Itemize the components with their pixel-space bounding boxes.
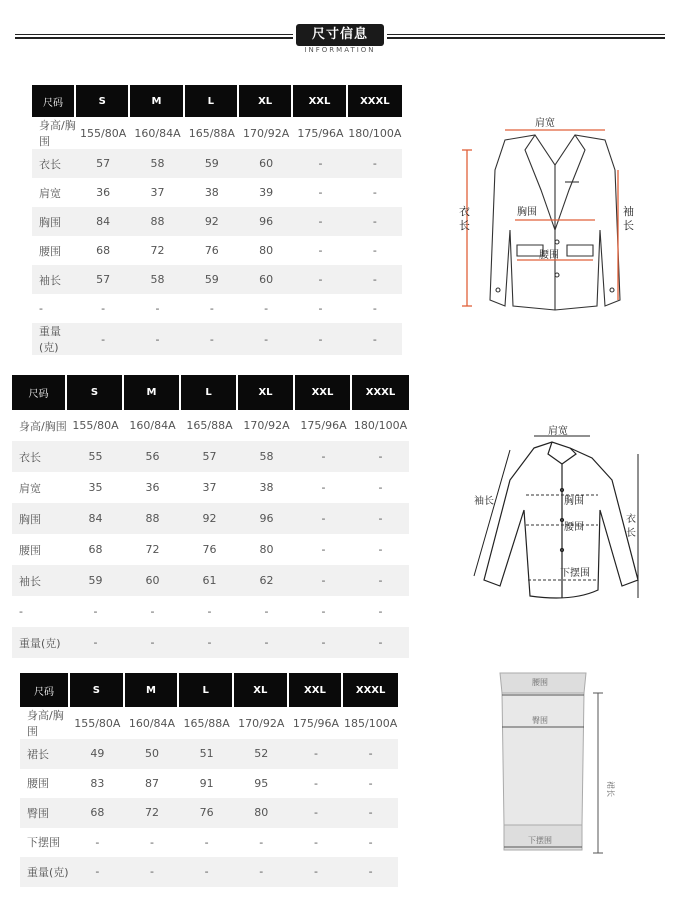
table-cell: 56	[124, 441, 181, 472]
table-row	[12, 565, 409, 596]
table-cell: 80	[259, 543, 274, 556]
header-rule-left	[15, 34, 293, 35]
size-table-skirt	[20, 673, 398, 887]
row-label: 袖长	[32, 265, 76, 294]
table-cell: -	[372, 302, 377, 315]
table-cell: 60	[239, 265, 293, 294]
table-row	[12, 441, 409, 472]
table-cell: 87	[144, 776, 159, 790]
label-waist: 腰围	[532, 678, 548, 687]
section-header	[0, 18, 700, 58]
header-rule-right-thick	[387, 37, 665, 39]
table-cell: 165/88A	[188, 126, 235, 140]
table-cell: 96	[238, 503, 295, 534]
table-cell: 175/96A	[300, 419, 347, 432]
table-cell: -	[295, 503, 352, 534]
table-cell: 61	[181, 565, 238, 596]
table-row	[20, 857, 398, 887]
table-cell: -	[348, 207, 402, 236]
label-hem: 下摆围	[560, 568, 590, 579]
label-sleeve: 袖长	[474, 496, 494, 507]
table-cell: -	[150, 605, 155, 618]
table-cell: -	[352, 503, 409, 534]
header-size-cell: L	[179, 673, 234, 707]
table-row	[32, 265, 402, 294]
table-cell: -	[372, 244, 377, 257]
label-chest: 胸围	[564, 496, 584, 507]
table-cell: -	[348, 149, 402, 178]
table-cell: 76	[179, 798, 234, 828]
table-row	[12, 627, 409, 658]
table-cell: 37	[150, 186, 165, 199]
table-row	[32, 323, 402, 355]
table-cell: 160/84A	[134, 126, 181, 140]
table-cell: -	[293, 265, 347, 294]
table-cell: 72	[150, 244, 165, 257]
table-cell: 72	[125, 798, 180, 828]
table-cell: -	[130, 323, 184, 355]
table-cell: -	[321, 605, 326, 618]
row-label: -	[39, 302, 43, 315]
label-sleeve-b: 长	[623, 219, 634, 232]
table-cell: 57	[181, 441, 238, 472]
table-cell: 36	[96, 186, 111, 199]
row-label: 胸围	[32, 207, 76, 236]
header-size-cell: M	[125, 673, 180, 707]
table-cell: -	[124, 627, 181, 658]
table-cell: 88	[130, 207, 184, 236]
table-cell: 52	[234, 739, 289, 769]
table-cell: 180/100A	[353, 419, 408, 432]
table-cell: -	[318, 244, 323, 257]
header-size-cell: M	[130, 85, 184, 117]
table-cell: 91	[199, 776, 214, 790]
table-cell: 50	[125, 739, 180, 769]
table-cell: 80	[259, 244, 274, 257]
table-cell: -	[295, 441, 352, 472]
table-cell: 57	[76, 265, 130, 294]
header-title: 尺寸信息	[296, 24, 384, 46]
table-cell: 59	[185, 265, 239, 294]
row-label: 胸围	[12, 503, 67, 534]
table-cell: 62	[238, 565, 295, 596]
table-cell: 170/92A	[238, 716, 285, 730]
table-cell: -	[321, 481, 326, 494]
table-cell: -	[67, 627, 124, 658]
header-size-cell: XL	[234, 673, 289, 707]
table-cell: -	[207, 605, 212, 618]
table-cell: -	[348, 323, 402, 355]
row-label: -	[19, 605, 23, 618]
table-cell: -	[368, 776, 373, 790]
table-cell: -	[93, 605, 98, 618]
table-cell: -	[293, 149, 347, 178]
table-cell: 68	[70, 798, 125, 828]
table-cell: 57	[76, 149, 130, 178]
table-cell: -	[318, 302, 323, 315]
row-label: 肩宽	[19, 481, 41, 495]
table-cell: 51	[179, 739, 234, 769]
table-cell: -	[293, 207, 347, 236]
table-cell: 36	[145, 481, 160, 494]
header-size-label: 尺码	[32, 85, 76, 117]
table-cell: 38	[259, 481, 274, 494]
table-cell: 84	[76, 207, 130, 236]
row-label: 身高/胸围	[19, 419, 67, 433]
table-cell: 165/88A	[186, 419, 233, 432]
table-row	[12, 472, 409, 503]
label-length-a: 衣	[459, 205, 470, 218]
table-cell: -	[378, 543, 383, 556]
table-cell: 49	[70, 739, 125, 769]
label-waist: 腰围	[539, 250, 559, 261]
table-cell: 170/92A	[243, 126, 290, 140]
header-size-cell: XXXL	[348, 85, 402, 117]
table-cell: -	[155, 302, 160, 315]
table-cell: -	[343, 798, 398, 828]
table-cell: -	[343, 739, 398, 769]
row-label: 衣长	[12, 441, 67, 472]
table-cell: -	[295, 627, 352, 658]
table-cell: 60	[239, 149, 293, 178]
row-label: 裙长	[20, 739, 70, 769]
table-cell: 155/80A	[74, 716, 121, 730]
table-cell: 60	[124, 565, 181, 596]
table-cell: 92	[181, 503, 238, 534]
table-row	[32, 207, 402, 236]
row-label: 身高/胸围	[39, 119, 76, 148]
table-cell: 39	[259, 186, 274, 199]
table-row	[20, 798, 398, 828]
label-length: 裙长	[606, 781, 615, 797]
table-cell: 165/88A	[183, 716, 230, 730]
table-cell: 175/96A	[297, 126, 344, 140]
table-cell: -	[264, 605, 269, 618]
table-cell: -	[348, 265, 402, 294]
header-size-cell: XXXL	[343, 673, 398, 707]
header-size-cell: XXL	[295, 375, 352, 410]
label-shoulder: 肩宽	[535, 118, 555, 129]
blazer-diagram	[455, 110, 655, 320]
label-hip: 臀围	[532, 716, 548, 725]
table-cell: -	[378, 605, 383, 618]
size-table-blazer	[32, 85, 402, 355]
table-cell: -	[70, 857, 125, 887]
table-cell: -	[239, 323, 293, 355]
table-cell: -	[368, 835, 373, 849]
table-cell: -	[234, 857, 289, 887]
table-cell: -	[204, 835, 209, 849]
table-cell: 58	[130, 149, 184, 178]
table-header-row	[20, 673, 398, 707]
table-cell: 155/80A	[72, 419, 119, 432]
table-row	[12, 534, 409, 565]
table-cell: -	[318, 186, 323, 199]
row-label: 重量(克)	[12, 627, 67, 658]
table-cell: 160/84A	[128, 716, 176, 730]
table-cell: -	[313, 835, 318, 849]
label-sleeve-a: 袖	[623, 205, 634, 218]
table-cell: -	[264, 302, 269, 315]
header-size-cell: XL	[238, 375, 295, 410]
table-cell: 76	[204, 244, 219, 257]
table-cell: 35	[88, 481, 103, 494]
table-cell: -	[289, 739, 344, 769]
table-cell: -	[209, 302, 214, 315]
table-cell: -	[293, 323, 347, 355]
header-size-label: 尺码	[12, 375, 67, 410]
table-cell: 68	[88, 543, 103, 556]
table-cell: -	[181, 627, 238, 658]
label-shoulder: 肩宽	[548, 426, 568, 437]
table-row	[20, 707, 398, 739]
table-cell: 76	[202, 543, 217, 556]
table-cell: -	[179, 857, 234, 887]
header-size-label: 尺码	[20, 673, 70, 707]
table-cell: 96	[239, 207, 293, 236]
table-cell: 180/100A	[348, 126, 402, 140]
table-cell: -	[352, 441, 409, 472]
table-cell: 37	[202, 481, 217, 494]
header-size-cell: L	[185, 85, 239, 117]
table-cell: 58	[130, 265, 184, 294]
table-row	[32, 178, 402, 207]
table-cell: -	[378, 481, 383, 494]
label-length-a: 衣	[626, 514, 636, 525]
table-cell: -	[321, 543, 326, 556]
size-table-shirt	[12, 375, 409, 658]
row-label: 腰围	[19, 543, 41, 557]
table-cell: -	[101, 302, 106, 315]
row-label: 重量(克)	[32, 323, 76, 355]
table-row	[20, 739, 398, 769]
table-cell: 84	[67, 503, 124, 534]
row-label: 袖长	[12, 565, 67, 596]
header-size-cell: M	[124, 375, 181, 410]
header-size-cell: XXL	[289, 673, 344, 707]
table-cell: 175/96A	[292, 716, 340, 730]
header-size-cell: L	[181, 375, 238, 410]
table-row	[32, 236, 402, 265]
shirt-diagram	[462, 420, 662, 615]
header-subtitle: INFORMATION	[304, 46, 376, 54]
table-cell: 59	[185, 149, 239, 178]
table-cell: -	[238, 627, 295, 658]
table-cell: -	[352, 565, 409, 596]
table-cell: 88	[124, 503, 181, 534]
header-rule-left-thick	[15, 37, 293, 39]
table-cell: -	[95, 835, 100, 849]
table-cell: -	[352, 627, 409, 658]
table-cell: 160/84A	[129, 419, 176, 432]
row-label: 肩宽	[39, 186, 61, 200]
row-label: 衣长	[32, 149, 76, 178]
table-cell: 55	[67, 441, 124, 472]
table-cell: -	[343, 857, 398, 887]
table-row	[12, 410, 409, 441]
table-row	[20, 769, 398, 799]
row-label: 身高/胸围	[27, 709, 64, 738]
table-cell: -	[259, 835, 264, 849]
table-row	[12, 596, 409, 627]
header-size-cell: S	[67, 375, 124, 410]
table-row	[32, 117, 402, 149]
table-cell: 38	[204, 186, 219, 199]
table-row	[32, 149, 402, 178]
table-cell: -	[289, 798, 344, 828]
row-label: 腰围	[39, 244, 61, 258]
label-length-b: 长	[459, 219, 470, 232]
row-label: 臀围	[20, 798, 70, 828]
table-header-row	[12, 375, 409, 410]
table-header-row	[32, 85, 402, 117]
table-cell: -	[289, 857, 344, 887]
table-cell: 95	[254, 776, 269, 790]
table-cell: 92	[185, 207, 239, 236]
label-length-b: 长	[626, 528, 636, 539]
table-row	[20, 828, 398, 858]
table-cell: 72	[145, 543, 160, 556]
label-hem: 下摆围	[528, 836, 552, 845]
table-cell: 155/80A	[80, 126, 127, 140]
table-cell: 59	[67, 565, 124, 596]
row-label: 腰围	[27, 777, 49, 791]
header-size-cell: S	[70, 673, 125, 707]
header-size-cell: XXXL	[352, 375, 409, 410]
table-cell: -	[125, 857, 180, 887]
skirt-diagram	[488, 665, 618, 865]
row-label: 下摆围	[27, 836, 60, 850]
table-cell: -	[76, 323, 130, 355]
table-row	[32, 294, 402, 323]
header-size-cell: S	[76, 85, 130, 117]
table-cell: 58	[238, 441, 295, 472]
table-cell: 80	[234, 798, 289, 828]
table-cell: 68	[96, 244, 111, 257]
row-label: 重量(克)	[20, 857, 70, 887]
header-size-cell: XL	[239, 85, 293, 117]
table-cell: 185/100A	[344, 716, 398, 730]
table-cell: 170/92A	[243, 419, 290, 432]
header-rule-right	[387, 34, 665, 35]
header-size-cell: XXL	[293, 85, 347, 117]
table-cell: -	[185, 323, 239, 355]
table-row	[12, 503, 409, 534]
table-cell: -	[372, 186, 377, 199]
table-cell: -	[295, 565, 352, 596]
table-cell: -	[313, 776, 318, 790]
table-cell: -	[149, 835, 154, 849]
label-chest: 胸围	[517, 207, 537, 218]
label-waist: 腰围	[564, 522, 584, 533]
table-cell: 83	[90, 776, 105, 790]
